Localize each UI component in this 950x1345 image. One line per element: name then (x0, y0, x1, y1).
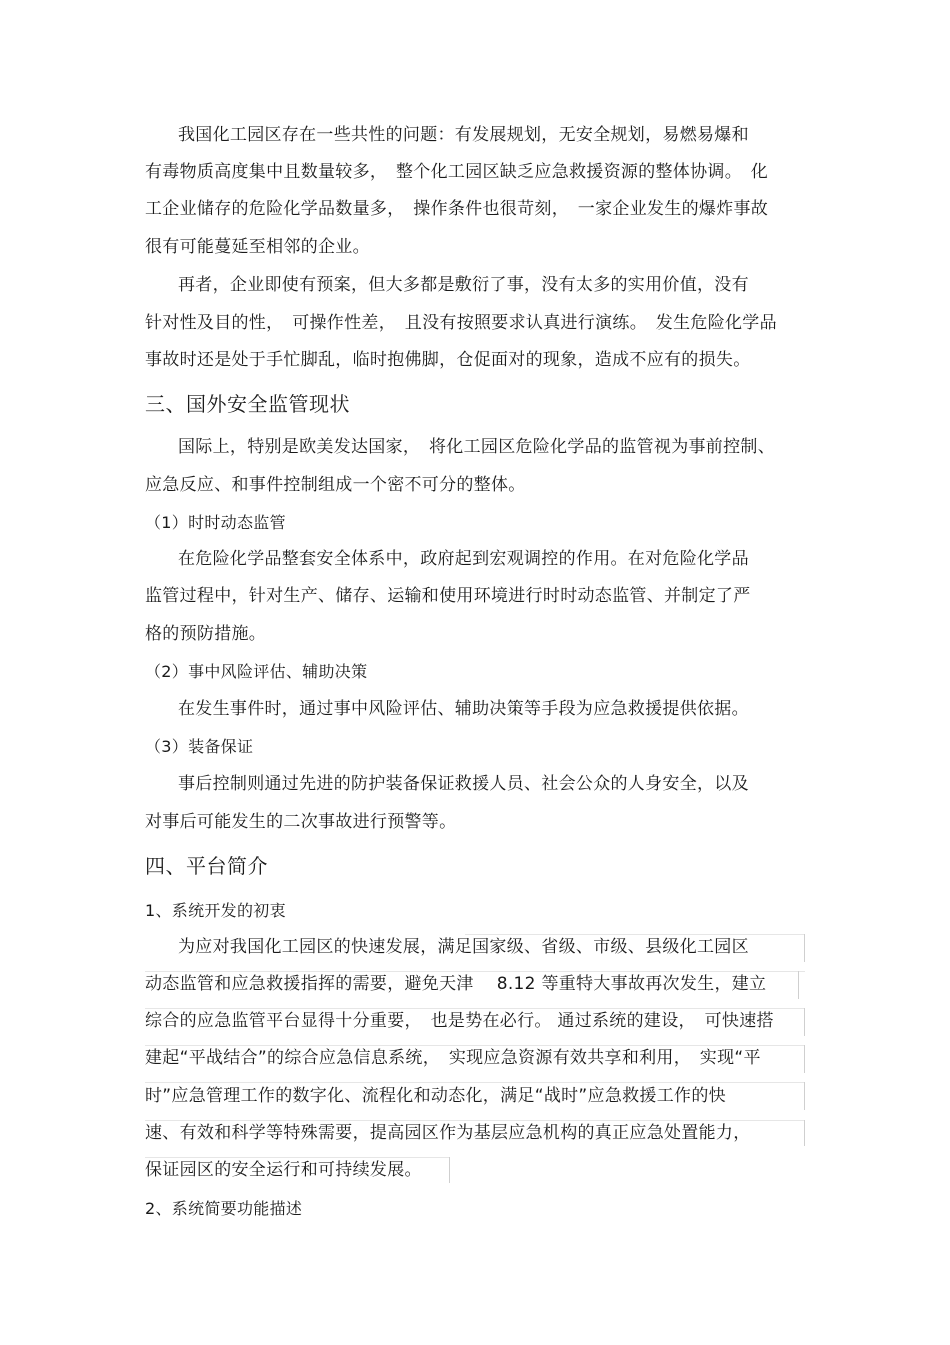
paragraph-line: 为应对我国化工园区的快速发展，满足国家级、省级、市级、县级化工园区 (178, 937, 749, 957)
paragraph-line: 事后控制则通过先进的防护装备保证救援人员、社会公众的人身安全，以及 (178, 774, 749, 794)
paragraph-line: 工企业储存的危险化学品数量多， 操作条件也很苛刻， 一家企业发生的爆炸事故 (145, 199, 769, 219)
table-border (804, 934, 805, 962)
table-border (145, 1082, 805, 1083)
table-border (465, 934, 805, 935)
subheading: 2、系统简要功能描述 (145, 1199, 303, 1218)
paragraph-line: 在发生事件时，通过事中风险评估、辅助决策等手段为应急救援提供依据。 (178, 699, 749, 719)
paragraph-line: 速、有效和科学等特殊需要，提高园区作为基层应急机构的真正应急处置能力， (145, 1123, 751, 1143)
table-border (145, 1045, 805, 1046)
section-heading: 四、平台简介 (145, 854, 268, 878)
subheading: （3）装备保证 (145, 737, 254, 756)
table-border (804, 1008, 805, 1036)
paragraph-line: 建起“平战结合”的综合应急信息系统， 实现应急资源有效共享和利用， 实现“平 (145, 1048, 761, 1068)
paragraph-line: 再者，企业即使有预案，但大多都是敷衍了事，没有太多的实用价值，没有 (178, 275, 749, 295)
table-border (145, 1120, 805, 1121)
table-border (449, 1157, 450, 1183)
paragraph-line: 对事后可能发生的二次事故进行预警等。 (145, 812, 457, 832)
paragraph-line: 很有可能蔓延至相邻的企业。 (145, 237, 370, 257)
table-border (145, 1157, 450, 1158)
table-border (804, 1082, 805, 1110)
paragraph-line: 监管过程中，针对生产、储存、运输和使用环境进行时时动态监管、并制定了严 (145, 586, 751, 606)
paragraph-line: 在危险化学品整套安全体系中，政府起到宏观调控的作用。在对危险化学品 (178, 549, 749, 569)
paragraph-line: 事故时还是处于手忙脚乱，临时抱佛脚，仓促面对的现象，造成不应有的损失。 (145, 350, 751, 370)
table-border (798, 971, 799, 999)
subheading: （1）时时动态监管 (145, 513, 286, 532)
subheading: （2）事中风险评估、辅助决策 (145, 662, 368, 681)
paragraph-line: 格的预防措施。 (145, 624, 267, 644)
paragraph-line: 综合的应急监管平台显得十分重要， 也是势在必行。 通过系统的建设， 可快速搭 (145, 1011, 774, 1031)
table-border (145, 1008, 805, 1009)
paragraph-line: 保证园区的安全运行和可持续发展。 (145, 1160, 422, 1180)
table-border (804, 1045, 805, 1073)
section-heading: 三、国外安全监管现状 (145, 392, 350, 416)
table-border (804, 1120, 805, 1146)
table-border (145, 971, 805, 972)
paragraph-line: 时”应急管理工作的数字化、流程化和动态化，满足“战时”应急救援工作的快 (145, 1086, 726, 1106)
subheading: 1、系统开发的初衷 (145, 901, 286, 920)
paragraph-line: 针对性及目的性， 可操作性差， 且没有按照要求认真进行演练。 发生危险化学品 (145, 313, 777, 333)
paragraph-line: 国际上，特别是欧美发达国家， 将化工园区危险化学品的监管视为事前控制、 (178, 437, 775, 457)
paragraph-line: 应急反应、和事件控制组成一个密不可分的整体。 (145, 475, 526, 495)
paragraph-line: 我国化工园区存在一些共性的问题：有发展规划，无安全规划，易燃易爆和 (178, 125, 749, 145)
paragraph-line: 动态监管和应急救援指挥的需要，避免天津 8.12 等重特大事故再次发生，建立 (145, 974, 767, 994)
paragraph-line: 有毒物质高度集中且数量较多， 整个化工园区缺乏应急救援资源的整体协调。 化 (145, 162, 769, 182)
